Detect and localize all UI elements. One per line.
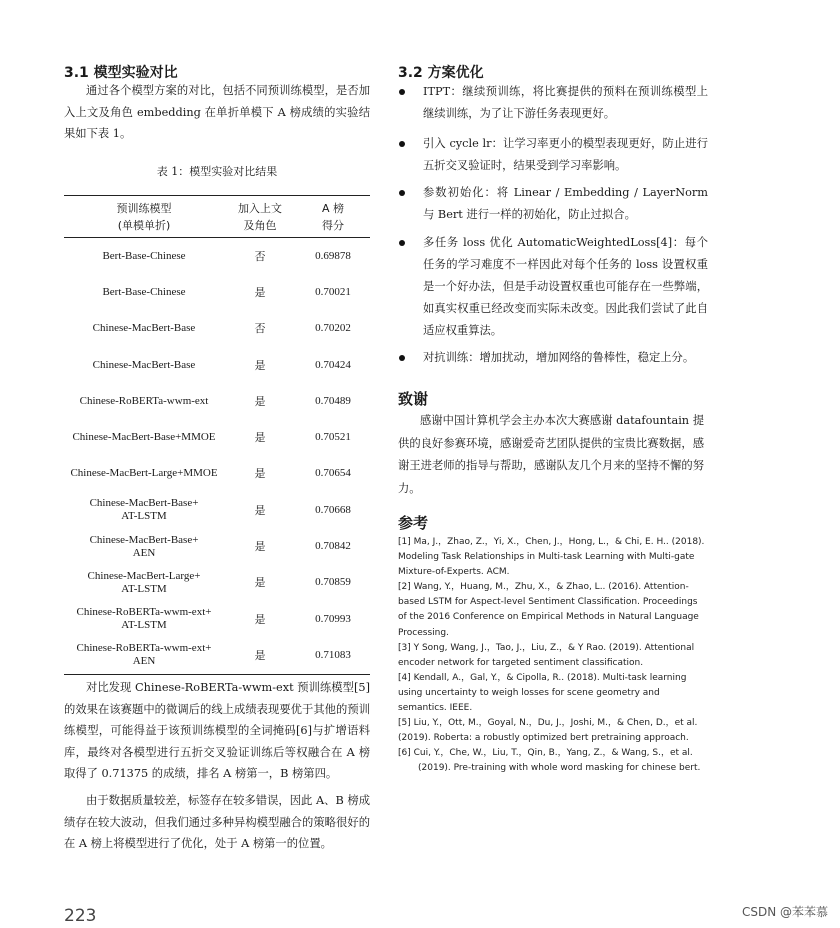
cell-model: Chinese-MacBert-Large+ AT-LSTM [87, 569, 201, 595]
table-row [64, 238, 370, 275]
section-title-3-2: 3.2 方案优化 [398, 65, 484, 81]
table-row [64, 311, 370, 347]
cell-model: Chinese-RoBERTa-wwm-ext [79, 394, 209, 407]
cell-context-role: 否 [254, 249, 266, 263]
cell-score: 0.70842 [315, 540, 351, 553]
reference-item: [1] Ma, J.，Zhao, Z.，Yi, X.，Chen, J.，Hong, L.，& Chi, E. H.. (2018). Modeling Task Relationships in Multi-task Learning with Multi-gate Mixture-of-Experts. ACM. [398, 537, 705, 578]
cell-model: Chinese-MacBert-Base+ AT-LSTM [89, 497, 199, 523]
reference-item: [6] Cui, Y.，Che, W.，Liu, T.，Qin, B.，Yang, Z.，& Wang, S.，et al. (2019). Pre-training with whole word masking for chinese bert. [398, 748, 701, 774]
cell-model: Chinese-RoBERTa-wwm-ext+ AEN [76, 642, 212, 668]
cell-score: 0.70021 [315, 285, 351, 298]
table-row [64, 456, 370, 492]
cell-context-role: 是 [254, 467, 266, 481]
bullet-dot-icon [399, 89, 405, 95]
bullet-dot-icon [399, 240, 405, 246]
ack-title: 致谢 [398, 390, 429, 408]
cell-context-role: 是 [254, 648, 266, 662]
page-number: 223 [64, 906, 97, 926]
cell-score: 0.70521 [315, 431, 351, 444]
cell-context-role: 是 [254, 394, 266, 408]
bullet-text: 参数初始化：将 Linear / Embedding / LayerNorm 与 Bert 进行一样的初始化，防止过拟合。 [423, 186, 708, 221]
cell-model: Bert-Base-Chinese [102, 285, 186, 298]
bullet-text: ITPT：继续预训练，将比赛提供的预料在预训练模型上继续训练，为了让下游任务表现更好。 [423, 85, 708, 120]
intro-paragraph: 通过各个模型方案的对比，包括不同预训练模型，是否加入上文及角色 embedding 在单折单模下 A 榜成绩的实验结果如下表 1。 [64, 84, 370, 140]
references-title: 参考 [398, 514, 429, 532]
table-row [64, 419, 370, 455]
cell-score: 0.70489 [315, 394, 351, 407]
table-row [64, 637, 370, 674]
cell-model: Chinese-MacBert-Base+ AEN [89, 533, 199, 559]
table-row [64, 274, 370, 310]
cell-context-role: 是 [254, 612, 266, 626]
bullet-text: 引入 cycle lr：让学习率更小的模型表现更好，防止进行五折交叉验证时，结果受到学习率影响。 [423, 137, 708, 172]
cell-context-role: 是 [254, 540, 266, 554]
table-caption: 表 1：模型实验对比结果 [156, 165, 278, 178]
bullet-dot-icon [399, 190, 405, 196]
cell-model: Chinese-MacBert-Base [92, 358, 196, 371]
header-score: A 榜 得分 [321, 202, 345, 232]
cell-model: Chinese-MacBert-Base [92, 322, 196, 335]
cell-score: 0.70859 [315, 576, 351, 589]
cell-context-role: 否 [254, 322, 266, 336]
conclusion-paragraph: 由于数据质量较差，标签存在较多错误，因此 A、B 榜成绩存在较大波动，但我们通过多种异构模型融合的策略很好的在 A 榜上将模型进行了优化，处于 A 榜第一的位置。 [64, 794, 370, 850]
cell-context-role: 是 [254, 358, 266, 372]
cell-score: 0.70654 [315, 467, 351, 480]
reference-item: [4] Kendall, A.，Gal, Y.，& Cipolla, R.. (2018). Multi-task learning using uncertainty to weigh losses for scene geometry and semantics. IEEE. [398, 672, 687, 714]
cell-score: 0.70202 [315, 322, 351, 335]
cell-context-role: 是 [254, 576, 266, 590]
reference-item: [2] Wang, Y.，Huang, M.，Zhu, X.，& Zhao, L.. (2016). Attention-based LSTM for Aspect-level Sentiment Classification. Proceedings of the 2016 Conference on Empirical Methods in Natural Language Processing. [398, 582, 699, 638]
bullet-itpt [398, 81, 708, 125]
cell-context-role: 是 [254, 285, 266, 299]
bullet-text: 对抗训练：增加扰动，增加网络的鲁棒性，稳定上分。 [423, 351, 695, 364]
bullet-dot-icon [399, 141, 405, 147]
table-body [64, 238, 370, 675]
table-row [64, 347, 370, 383]
cell-score: 0.69878 [315, 249, 351, 262]
table-row [64, 492, 370, 528]
section-title-3-1: 3.1 模型实验对比 [64, 65, 178, 81]
analysis-paragraph: 对比发现 Chinese-RoBERTa-wwm-ext 预训练模型[5]的效果在该赛题中的微调后的线上成绩表现要优于其他的预训练模型，可能得益于该预训练模型的全词掩码[6]与扩增语料库，最终对各模型进行五折交叉验证训练后等权融合在 A 榜取得了 0.71375 的成绩，排名 A 榜第一，B 榜第四。 [64, 681, 370, 780]
header-model: 预训练模型 (单模单折) [116, 202, 172, 232]
bullet-adversarial [398, 347, 708, 369]
bullet-cycle-lr [398, 133, 708, 177]
cell-model: Chinese-MacBert-Base+MMOE [72, 431, 216, 444]
cell-context-role: 是 [254, 503, 266, 517]
cell-score: 0.70424 [315, 358, 351, 371]
cell-model: Chinese-RoBERTa-wwm-ext+ AT-LSTM [76, 606, 212, 632]
cell-score: 0.71083 [315, 648, 351, 661]
table-header-row [64, 196, 370, 238]
bullet-multitask-loss [398, 232, 708, 342]
bullet-dot-icon [399, 355, 405, 361]
cell-context-role: 是 [254, 431, 266, 445]
cell-model: Bert-Base-Chinese [102, 249, 186, 262]
table-row [64, 601, 370, 637]
reference-item: [5] Liu, Y.，Ott, M.，Goyal, N.，Du, J.，Joshi, M.，& Chen, D.，et al. (2019). Roberta: a robustly optimized bert pretraining approach. [398, 718, 698, 744]
cell-model: Chinese-MacBert-Large+MMOE [70, 467, 218, 480]
references-list [398, 535, 708, 777]
cell-score: 0.70993 [315, 612, 351, 625]
header-context-role: 加入上文 及角色 [238, 202, 282, 232]
cell-score: 0.70668 [315, 503, 351, 516]
watermark: CSDN @苯苯慕 [741, 905, 828, 919]
bullet-text: 多任务 loss 优化 AutomaticWeightedLoss[4]：每个任务的学习难度不一样因此对每个任务的 loss 设置权重是一个好办法，但是手动设置权重也可能存在一些弊端，如真实权重已经改变而实际未改变。因此我们尝试了此自适应权重算法。 [423, 236, 708, 337]
results-table [64, 195, 370, 675]
table-row [64, 565, 370, 601]
reference-item: [3] Y Song, Wang, J.，Tao, J.，Liu, Z.，& Y Rao. (2019). Attentional encoder network for targeted sentiment classification. [398, 642, 695, 668]
table-row [64, 383, 370, 419]
bullet-param-init [398, 182, 708, 226]
ack-paragraph: 感谢中国计算机学会主办本次大赛感谢 datafountain 提供的良好参赛环境，感谢爱奇艺团队提供的宝贵比赛数据，感谢王进老师的指导与帮助，感谢队友几个月来的坚持不懈的努力。 [398, 414, 704, 495]
table-row [64, 528, 370, 564]
